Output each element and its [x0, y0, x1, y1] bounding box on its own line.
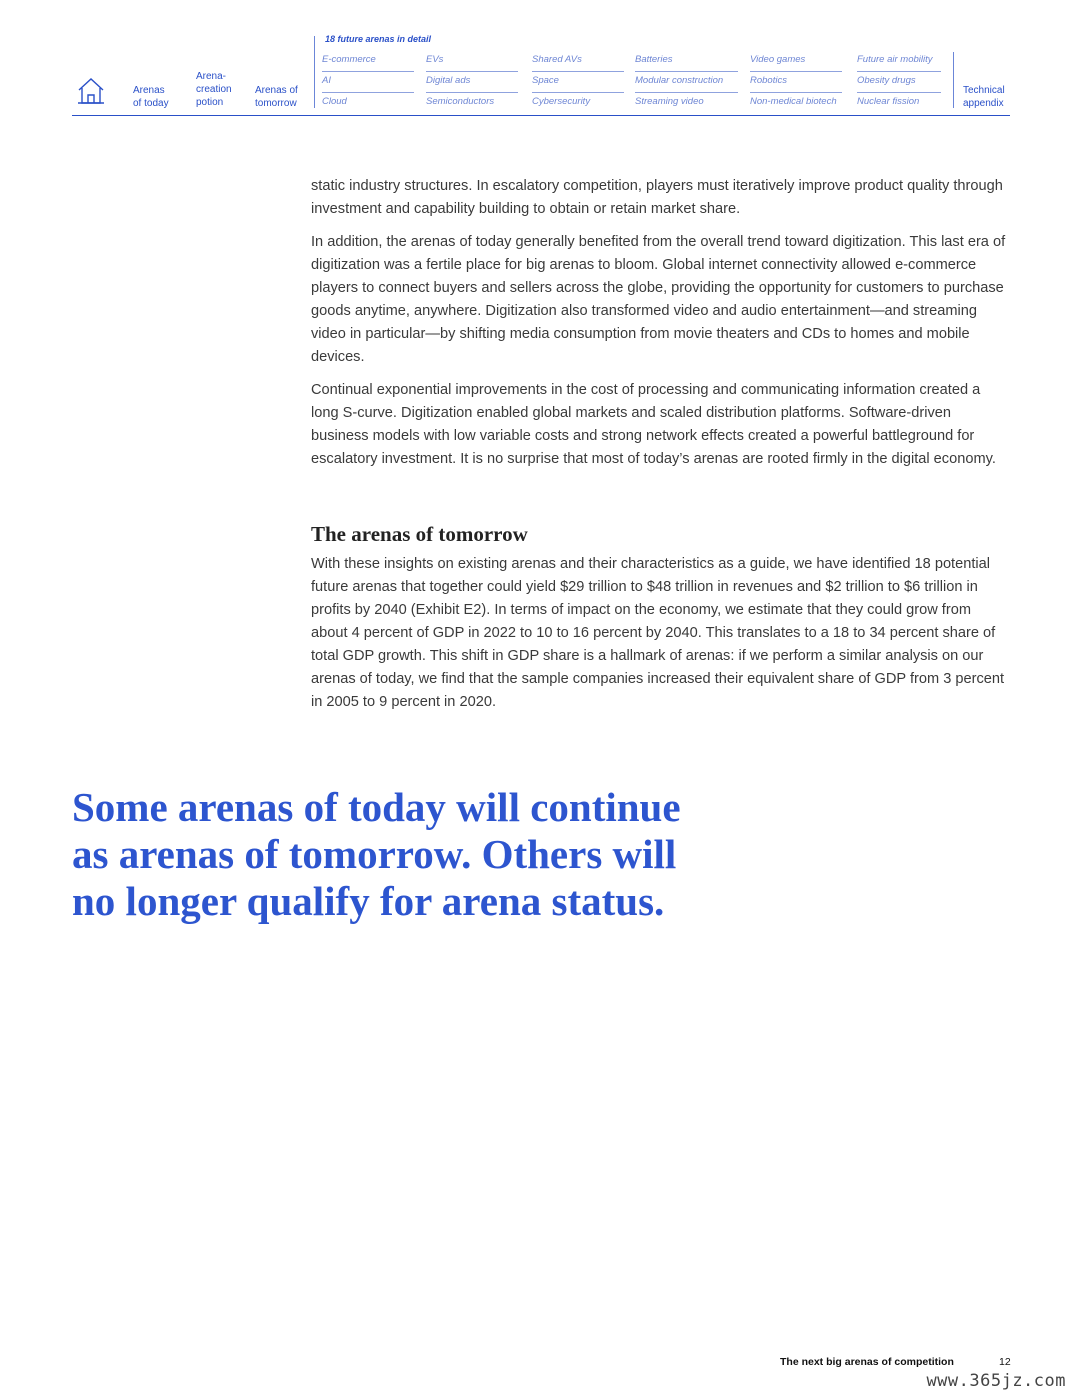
arena-link[interactable]: Batteries: [635, 52, 738, 72]
arena-link[interactable]: Cybersecurity: [532, 96, 591, 107]
arena-link[interactable]: Shared AVs: [532, 52, 624, 72]
future-arenas-heading: 18 future arenas in detail: [325, 34, 432, 44]
nav-arenas-of-tomorrow[interactable]: [255, 84, 298, 110]
paragraph: Continual exponential improvements in the cost of processing and communicating information created a long S-curve. Digitization enabled global markets and scaled distribution platforms. Software-driven business models with low variable costs and strong network effects created a powerful battleground for escalatory investment. It is no surprise that most of today’s arenas are rooted firmly in the digital economy.: [311, 382, 996, 467]
arena-link[interactable]: Digital ads: [426, 73, 518, 93]
arena-link[interactable]: Non-medical biotech: [750, 96, 837, 107]
page-number: 12: [999, 1356, 1011, 1368]
nav-label: Technical: [963, 85, 1005, 96]
arena-link[interactable]: Obesity drugs: [857, 73, 941, 93]
arena-link[interactable]: Nuclear fission: [857, 96, 920, 107]
nav-label: appendix: [963, 98, 1004, 109]
footer-title: The next big arenas of competition: [780, 1356, 954, 1368]
home-icon[interactable]: [76, 76, 106, 106]
nav-underline: [72, 115, 1010, 116]
arena-link[interactable]: Streaming video: [635, 96, 704, 107]
arena-link[interactable]: E-commerce: [322, 52, 414, 72]
paragraph: static industry structures. In escalatory competition, players must iteratively improve product quality through investment and capability building to obtain or retain market share.: [311, 178, 1003, 217]
paragraph: In addition, the arenas of today generally benefited from the overall trend toward digitization. This last era of digitization was a fertile place for big arenas to bloom. Global internet connectivity allowed e-commerce players to connect buyers and sellers across the globe, providing the opportunity for customers to purchase goods anytime, anywhere. Digitization also transformed video and audio entertainment—and streaming video in particular—by shifting media consumption from movie theaters and CDs to homes and mobile devices.: [311, 234, 1006, 365]
divider: [953, 52, 954, 108]
nav-label: Arena-: [196, 71, 227, 82]
top-navigation: [0, 0, 1080, 120]
arena-link[interactable]: Cloud: [322, 96, 347, 107]
arena-link[interactable]: Video games: [750, 52, 842, 72]
body-text-lower: [311, 553, 1011, 724]
arena-link[interactable]: Robotics: [750, 73, 842, 93]
paragraph: With these insights on existing arenas and their characteristics as a guide, we have identified 18 potential future arenas that together could yield $29 trillion to $48 trillion in revenues and $2 trillion to $6 trillion in profits by 2040 (Exhibit E2). In terms of impact on the economy, we estimate that they could grow from about 4 percent of GDP in 2022 to 10 to 16 percent by 2040. This translates to a 18 to 34 percent share of total GDP growth. This shift in GDP share is a hallmark of arenas: if we perform a similar analysis on our arenas of today, we find that the sample companies increased their equivalent share of GDP from 3 percent in 2005 to 9 percent in 2020.: [311, 556, 1005, 710]
nav-label: potion: [196, 97, 224, 108]
arena-link[interactable]: Space: [532, 73, 624, 93]
body-text-upper: [311, 175, 1011, 481]
arena-link[interactable]: EVs: [426, 52, 518, 72]
nav-label: creation: [196, 84, 232, 95]
nav-arenas-of-today[interactable]: [133, 84, 169, 110]
arena-link[interactable]: Semiconductors: [426, 96, 495, 107]
arena-link[interactable]: Modular construction: [635, 73, 738, 93]
pull-quote: Some arenas of today will continue as arenas of tomorrow. Others will no longer qualify for arena status.: [72, 784, 681, 924]
divider: [314, 36, 315, 108]
nav-label: Arenas: [133, 85, 165, 96]
nav-arena-creation-potion[interactable]: [196, 70, 232, 109]
nav-label: tomorrow: [255, 98, 297, 109]
nav-label: Arenas of: [255, 85, 298, 96]
nav-label: of today: [133, 98, 169, 109]
nav-technical-appendix[interactable]: [963, 84, 1005, 110]
watermark: www.365jz.com: [926, 1371, 1066, 1391]
arena-link[interactable]: Future air mobility: [857, 52, 941, 72]
section-heading: The arenas of tomorrow: [311, 522, 528, 546]
arena-link[interactable]: AI: [322, 73, 414, 93]
